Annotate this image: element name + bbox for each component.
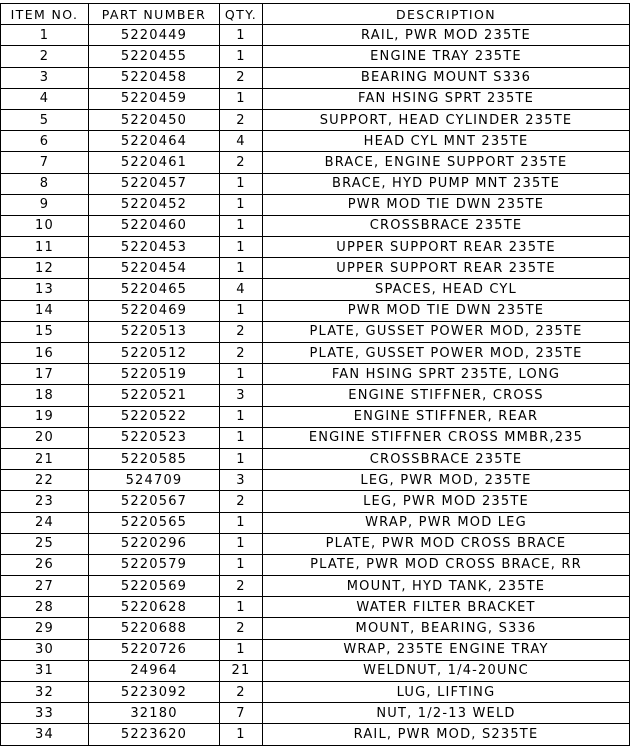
- cell-description: PWR MOD TIE DWN 235TE: [263, 194, 630, 215]
- cell-description: WRAP, PWR MOD LEG: [263, 512, 630, 533]
- table-row: [1, 237, 630, 258]
- cell-description: CROSSBRACE 235TE: [263, 448, 630, 469]
- cell-qty: 1: [220, 533, 263, 554]
- header-qty: QTY.: [220, 4, 263, 25]
- cell-item-no: 32: [1, 682, 89, 703]
- cell-description: LUG, LIFTING: [263, 682, 630, 703]
- cell-part-number: 5220628: [89, 597, 220, 618]
- cell-qty: 4: [220, 279, 263, 300]
- cell-description: HEAD CYL MNT 235TE: [263, 131, 630, 152]
- cell-part-number: 32180: [89, 703, 220, 724]
- cell-qty: 2: [220, 682, 263, 703]
- cell-part-number: 5220465: [89, 279, 220, 300]
- cell-item-no: 20: [1, 427, 89, 448]
- cell-qty: 7: [220, 703, 263, 724]
- header-description: DESCRIPTION: [263, 4, 630, 25]
- cell-part-number: 5220458: [89, 67, 220, 88]
- cell-qty: 3: [220, 470, 263, 491]
- table-row: [1, 343, 630, 364]
- table-row: [1, 279, 630, 300]
- cell-item-no: 14: [1, 300, 89, 321]
- cell-description: PLATE, GUSSET POWER MOD, 235TE: [263, 343, 630, 364]
- table-row: [1, 639, 630, 660]
- cell-qty: 2: [220, 152, 263, 173]
- cell-item-no: 9: [1, 194, 89, 215]
- cell-item-no: 30: [1, 639, 89, 660]
- cell-qty: 1: [220, 364, 263, 385]
- cell-item-no: 10: [1, 215, 89, 236]
- cell-part-number: 5220579: [89, 554, 220, 575]
- table-row: [1, 470, 630, 491]
- cell-part-number: 5220453: [89, 237, 220, 258]
- table-row: [1, 724, 630, 745]
- cell-item-no: 31: [1, 660, 89, 681]
- cell-description: RAIL, PWR MOD, S235TE: [263, 724, 630, 745]
- table-row: [1, 597, 630, 618]
- cell-part-number: 5220460: [89, 215, 220, 236]
- cell-qty: 3: [220, 385, 263, 406]
- cell-qty: 2: [220, 491, 263, 512]
- cell-item-no: 4: [1, 88, 89, 109]
- cell-description: WELDNUT, 1/4-20UNC: [263, 660, 630, 681]
- cell-description: ENGINE STIFFNER, CROSS: [263, 385, 630, 406]
- cell-description: PLATE, PWR MOD CROSS BRACE, RR: [263, 554, 630, 575]
- table-row: [1, 152, 630, 173]
- table-row: [1, 703, 630, 724]
- cell-item-no: 23: [1, 491, 89, 512]
- cell-part-number: 5220522: [89, 406, 220, 427]
- cell-part-number: 5220454: [89, 258, 220, 279]
- cell-part-number: 5220569: [89, 576, 220, 597]
- cell-qty: 1: [220, 406, 263, 427]
- table-row: [1, 660, 630, 681]
- cell-item-no: 33: [1, 703, 89, 724]
- cell-qty: 2: [220, 576, 263, 597]
- cell-qty: 1: [220, 237, 263, 258]
- cell-description: ENGINE STIFFNER, REAR: [263, 406, 630, 427]
- cell-item-no: 21: [1, 448, 89, 469]
- cell-qty: 2: [220, 67, 263, 88]
- table-row: [1, 88, 630, 109]
- cell-item-no: 15: [1, 321, 89, 342]
- table-row: [1, 194, 630, 215]
- cell-item-no: 22: [1, 470, 89, 491]
- cell-part-number: 5220512: [89, 343, 220, 364]
- cell-qty: 1: [220, 173, 263, 194]
- cell-part-number: 5220521: [89, 385, 220, 406]
- table-row: [1, 491, 630, 512]
- table-row: [1, 576, 630, 597]
- cell-item-no: 2: [1, 46, 89, 67]
- cell-qty: 1: [220, 724, 263, 745]
- cell-qty: 1: [220, 194, 263, 215]
- table-row: [1, 618, 630, 639]
- table-row: [1, 406, 630, 427]
- table-row: [1, 25, 630, 46]
- table-row: [1, 682, 630, 703]
- table-row: [1, 173, 630, 194]
- header-part-number: PART NUMBER: [89, 4, 220, 25]
- cell-description: WATER FILTER BRACKET: [263, 597, 630, 618]
- cell-part-number: 24964: [89, 660, 220, 681]
- cell-qty: 1: [220, 427, 263, 448]
- cell-qty: 1: [220, 300, 263, 321]
- cell-description: ENGINE STIFFNER CROSS MMBR,235: [263, 427, 630, 448]
- cell-qty: 1: [220, 554, 263, 575]
- cell-item-no: 3: [1, 67, 89, 88]
- table-row: [1, 533, 630, 554]
- cell-item-no: 5: [1, 109, 89, 130]
- cell-part-number: 5220567: [89, 491, 220, 512]
- cell-item-no: 1: [1, 25, 89, 46]
- cell-qty: 1: [220, 639, 263, 660]
- cell-item-no: 13: [1, 279, 89, 300]
- table-row: [1, 215, 630, 236]
- table-row: [1, 321, 630, 342]
- cell-part-number: 5220459: [89, 88, 220, 109]
- table-row: [1, 427, 630, 448]
- cell-part-number: 5220452: [89, 194, 220, 215]
- table-row: [1, 46, 630, 67]
- cell-qty: 21: [220, 660, 263, 681]
- table-row: [1, 109, 630, 130]
- cell-description: PLATE, PWR MOD CROSS BRACE: [263, 533, 630, 554]
- cell-description: PWR MOD TIE DWN 235TE: [263, 300, 630, 321]
- cell-item-no: 28: [1, 597, 89, 618]
- cell-part-number: 5220523: [89, 427, 220, 448]
- cell-description: PLATE, GUSSET POWER MOD, 235TE: [263, 321, 630, 342]
- cell-description: BEARING MOUNT S336: [263, 67, 630, 88]
- cell-description: BRACE, ENGINE SUPPORT 235TE: [263, 152, 630, 173]
- table-row: [1, 512, 630, 533]
- cell-description: WRAP, 235TE ENGINE TRAY: [263, 639, 630, 660]
- cell-item-no: 19: [1, 406, 89, 427]
- cell-part-number: 5220469: [89, 300, 220, 321]
- cell-qty: 1: [220, 512, 263, 533]
- cell-part-number: 5220455: [89, 46, 220, 67]
- cell-item-no: 26: [1, 554, 89, 575]
- cell-part-number: 5220464: [89, 131, 220, 152]
- cell-part-number: 5220296: [89, 533, 220, 554]
- table-row: [1, 67, 630, 88]
- header-item-no: ITEM NO.: [1, 4, 89, 25]
- cell-part-number: 5223092: [89, 682, 220, 703]
- cell-qty: 2: [220, 321, 263, 342]
- cell-description: MOUNT, HYD TANK, 235TE: [263, 576, 630, 597]
- cell-item-no: 29: [1, 618, 89, 639]
- cell-item-no: 27: [1, 576, 89, 597]
- table-row: [1, 258, 630, 279]
- cell-qty: 1: [220, 215, 263, 236]
- cell-description: FAN HSING SPRT 235TE, LONG: [263, 364, 630, 385]
- cell-description: UPPER SUPPORT REAR 235TE: [263, 237, 630, 258]
- cell-part-number: 5220726: [89, 639, 220, 660]
- header-row: [1, 4, 630, 25]
- cell-qty: 4: [220, 131, 263, 152]
- cell-item-no: 18: [1, 385, 89, 406]
- cell-description: FAN HSING SPRT 235TE: [263, 88, 630, 109]
- cell-item-no: 12: [1, 258, 89, 279]
- cell-item-no: 6: [1, 131, 89, 152]
- cell-part-number: 5220449: [89, 25, 220, 46]
- cell-qty: 2: [220, 618, 263, 639]
- cell-item-no: 11: [1, 237, 89, 258]
- cell-description: NUT, 1/2-13 WELD: [263, 703, 630, 724]
- cell-qty: 1: [220, 448, 263, 469]
- cell-qty: 1: [220, 88, 263, 109]
- cell-description: SPACES, HEAD CYL: [263, 279, 630, 300]
- table-row: [1, 554, 630, 575]
- cell-part-number: 5220450: [89, 109, 220, 130]
- cell-description: LEG, PWR MOD 235TE: [263, 491, 630, 512]
- cell-description: CROSSBRACE 235TE: [263, 215, 630, 236]
- cell-item-no: 8: [1, 173, 89, 194]
- cell-description: RAIL, PWR MOD 235TE: [263, 25, 630, 46]
- cell-part-number: 524709: [89, 470, 220, 491]
- cell-part-number: 5220519: [89, 364, 220, 385]
- cell-part-number: 5220565: [89, 512, 220, 533]
- table-body: [1, 25, 630, 745]
- cell-qty: 1: [220, 597, 263, 618]
- cell-part-number: 5220513: [89, 321, 220, 342]
- cell-item-no: 24: [1, 512, 89, 533]
- table-row: [1, 448, 630, 469]
- cell-description: UPPER SUPPORT REAR 235TE: [263, 258, 630, 279]
- cell-item-no: 7: [1, 152, 89, 173]
- cell-description: ENGINE TRAY 235TE: [263, 46, 630, 67]
- cell-item-no: 17: [1, 364, 89, 385]
- cell-part-number: 5220585: [89, 448, 220, 469]
- cell-item-no: 25: [1, 533, 89, 554]
- cell-description: SUPPORT, HEAD CYLINDER 235TE: [263, 109, 630, 130]
- cell-part-number: 5220461: [89, 152, 220, 173]
- cell-item-no: 34: [1, 724, 89, 745]
- bill-of-materials-table: [0, 3, 630, 746]
- cell-part-number: 5220457: [89, 173, 220, 194]
- table-row: [1, 300, 630, 321]
- cell-qty: 2: [220, 109, 263, 130]
- table-row: [1, 364, 630, 385]
- cell-description: LEG, PWR MOD, 235TE: [263, 470, 630, 491]
- cell-qty: 1: [220, 258, 263, 279]
- table-row: [1, 131, 630, 152]
- cell-qty: 1: [220, 25, 263, 46]
- cell-part-number: 5220688: [89, 618, 220, 639]
- cell-description: BRACE, HYD PUMP MNT 235TE: [263, 173, 630, 194]
- cell-part-number: 5223620: [89, 724, 220, 745]
- table-row: [1, 385, 630, 406]
- cell-qty: 1: [220, 46, 263, 67]
- cell-description: MOUNT, BEARING, S336: [263, 618, 630, 639]
- cell-qty: 2: [220, 343, 263, 364]
- cell-item-no: 16: [1, 343, 89, 364]
